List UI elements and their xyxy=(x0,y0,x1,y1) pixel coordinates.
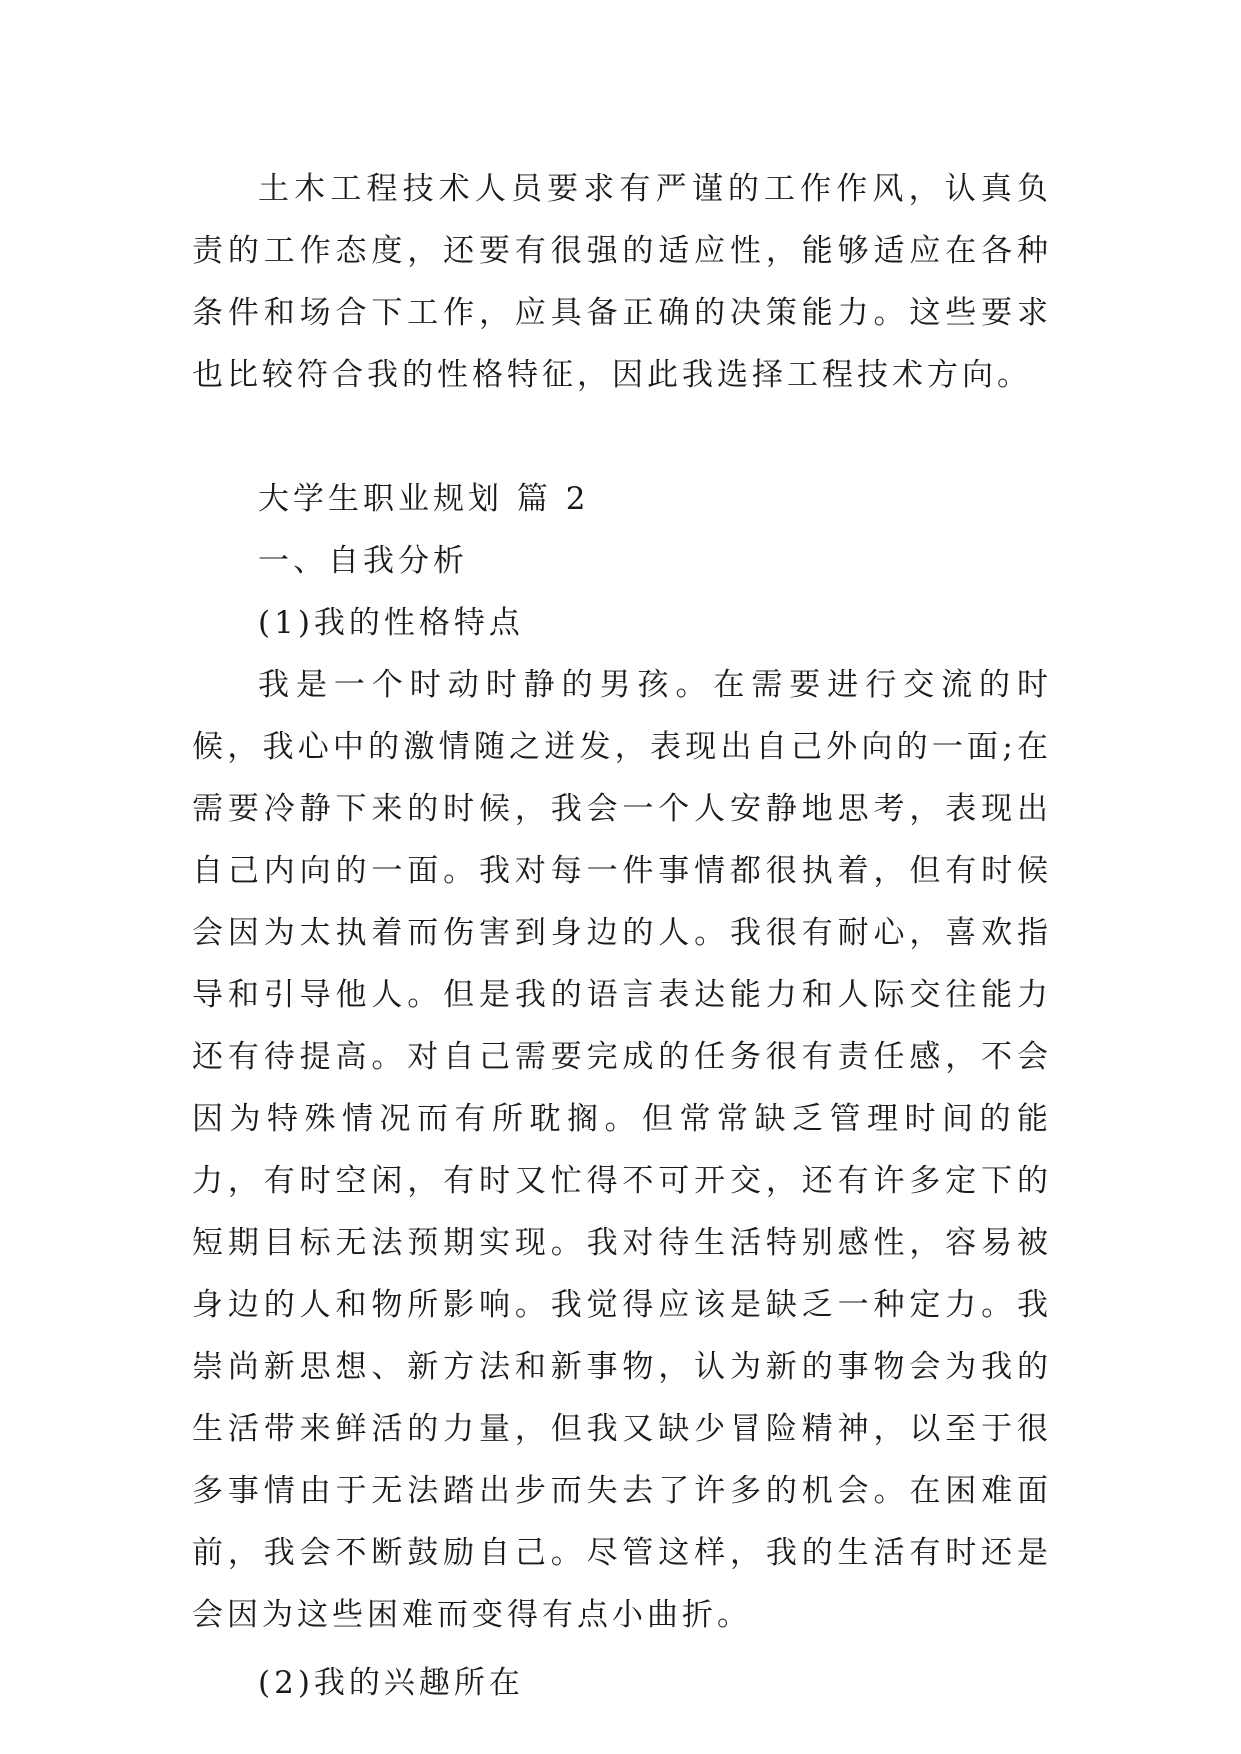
paragraph-personality: 我是一个时动时静的男孩。在需要进行交流的时候，我心中的激情随之迸发，表现出自己外向的一面;在需要冷静下来的时候，我会一个人安静地思考，表现出自己内向的一面。我对每一件事情都很执着，但有时候会因为太执着而伤害到身边的人。我很有耐心，喜欢指导和引导他人。但是我的语言表达能力和人际交往能力还有待提高。对自己需要完成的任务很有责任感，不会因为特殊情况而有所耽搁。但常常缺乏管理时间的能力，有时空闲，有时又忙得不可开交，还有许多定下的短期目标无法预期实现。我对待生活特别感性，容易被身边的人和物所影响。我觉得应该是缺乏一种定力。我崇尚新思想、新方法和新事物，认为新的事物会为我的生活带来鲜活的力量，但我又缺少冒险精神，以至于很多事情由于无法踏出步而失去了许多的机会。在困难面前，我会不断鼓励自己。尽管这样，我的生活有时还是会因为这些困难而变得有点小曲折。 xyxy=(192,667,1052,1633)
document-body xyxy=(192,158,1052,1714)
paragraph-intro: 土木工程技术人员要求有严谨的工作作风，认真负责的工作态度，还要有很强的适应性，能够适应在各种条件和场合下工作，应具备正确的决策能力。这些要求也比较符合我的性格特征，因此我选择工程技术方向。 xyxy=(192,171,1052,393)
subheading-interests: (2)我的兴趣所在 xyxy=(258,1665,524,1701)
heading-self-analysis: 一、自我分析 xyxy=(258,543,468,579)
subheading-personality: (1)我的性格特点 xyxy=(258,605,524,641)
section-title: 大学生职业规划 篇 2 xyxy=(258,481,590,517)
spacer xyxy=(192,406,1052,468)
